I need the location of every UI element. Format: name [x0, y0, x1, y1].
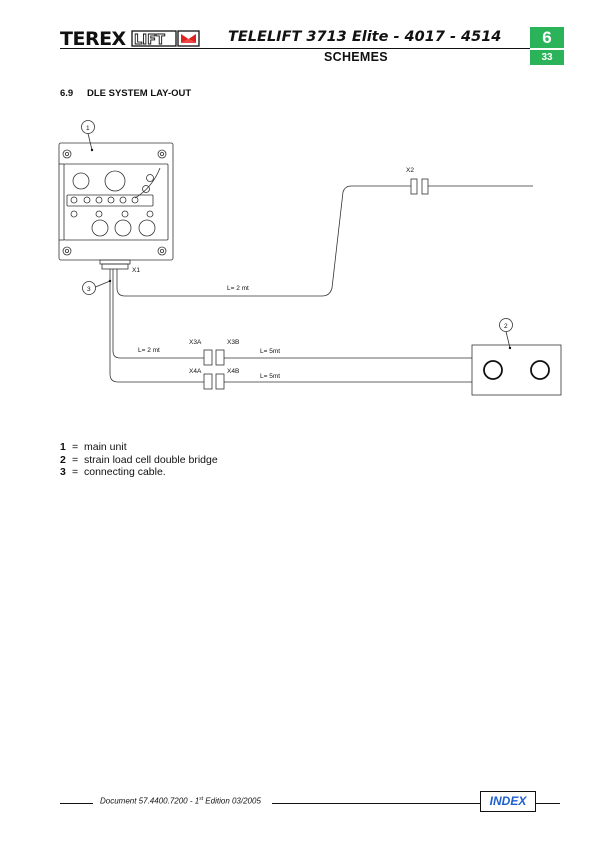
footer-rule-mid	[272, 803, 480, 804]
footer-rule-right	[536, 803, 560, 804]
footer-document-ref	[100, 796, 261, 806]
chapter-badge: 6	[530, 27, 564, 48]
legend-text: connecting cable.	[84, 466, 166, 478]
footer-rule-left	[60, 803, 93, 804]
x1-connector	[100, 260, 130, 264]
x3b-connector	[216, 350, 224, 365]
callout-1-label: 1	[86, 125, 90, 132]
footer-document-number: Document 57.4400.7200 - 1	[100, 796, 200, 806]
main-unit	[59, 143, 173, 260]
index-link[interactable]: INDEX	[480, 791, 536, 812]
x3b-label: X3B	[227, 339, 240, 346]
dle-layout-diagram	[0, 0, 596, 420]
section-number: 6.9	[60, 88, 74, 99]
callout-2-label: 2	[504, 323, 508, 330]
cable-length-x3a: L= 2 mt	[138, 347, 160, 354]
cable-length-x3b: L= 5mt	[260, 348, 281, 355]
x3a-connector	[204, 350, 212, 365]
legend-text: main unit	[84, 441, 127, 453]
callout-3-label: 3	[87, 286, 91, 293]
x3a-label: X3A	[189, 339, 202, 346]
legend	[60, 441, 218, 479]
legend-key: 2	[60, 453, 66, 466]
x2-connector-right	[422, 179, 428, 194]
legend-key: 3	[60, 466, 66, 478]
x4a-connector	[204, 374, 212, 389]
x2-label: X2	[406, 167, 414, 174]
legend-equals: =	[72, 453, 79, 466]
section-title: DLE SYSTEM LAY-OUT	[87, 88, 192, 99]
x1-label: X1	[132, 267, 140, 274]
cable-x1-x4a	[110, 269, 204, 382]
legend-text: strain load cell double bridge	[84, 453, 218, 466]
x4b-connector	[216, 374, 224, 389]
document-title: TELELIFT 3713 Elite - 4017 - 4514	[228, 29, 502, 45]
load-cell	[472, 345, 561, 395]
document-subtitle: SCHEMES	[324, 50, 388, 64]
page-number-badge: 33	[530, 50, 564, 65]
legend-equals: =	[72, 466, 79, 478]
x2-connector-left	[411, 179, 417, 194]
legend-key: 1	[60, 441, 66, 453]
legend-item	[60, 454, 218, 467]
cable-length-x4b: L= 5mt	[260, 373, 281, 380]
x4a-label: X4A	[189, 368, 202, 375]
cable-x1-x2	[117, 186, 411, 296]
footer-edition-superscript: st	[199, 796, 204, 802]
svg-text:TEREX: TEREX	[60, 28, 126, 48]
legend-equals: =	[72, 441, 79, 453]
cable-length-x2: L= 2 mt	[227, 285, 249, 292]
svg-text:LIFT: LIFT	[134, 33, 165, 48]
footer-edition: Edition 03/2005	[203, 796, 261, 806]
legend-item	[60, 441, 218, 454]
x4b-label: X4B	[227, 368, 240, 375]
legend-item	[60, 466, 218, 479]
